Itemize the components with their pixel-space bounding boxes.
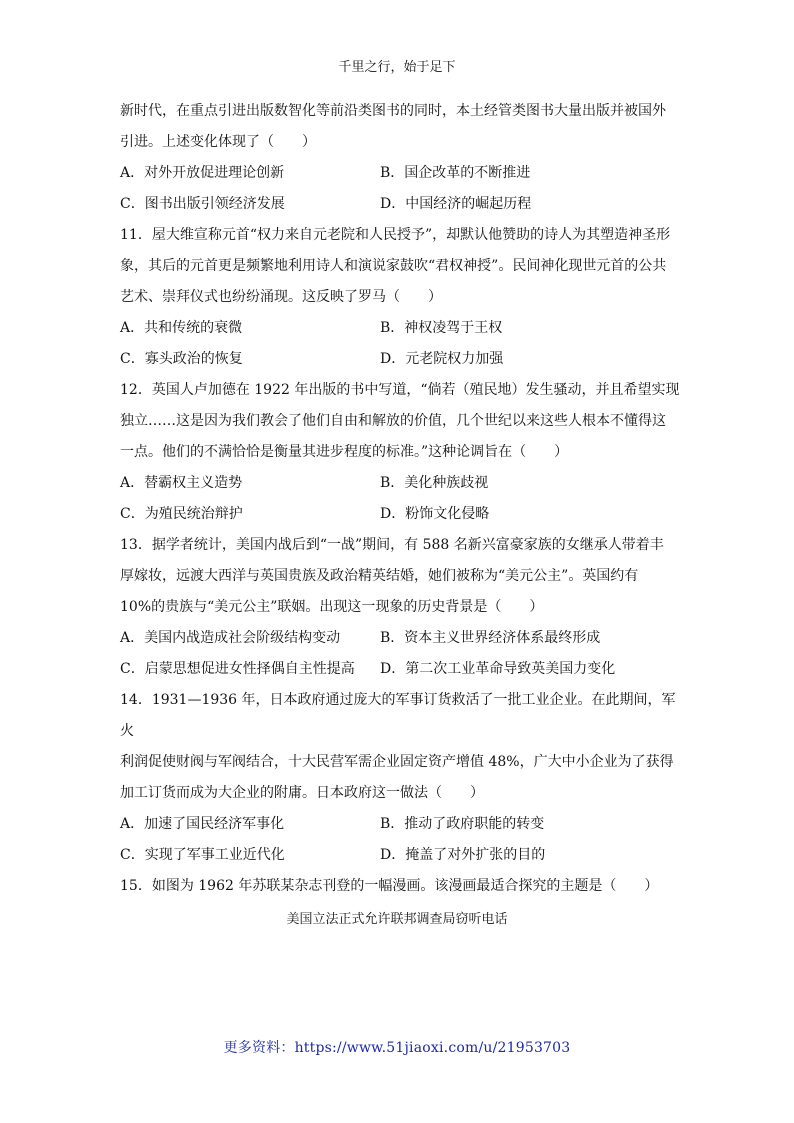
question-line: 引进。上述变化体现了（ ） (120, 134, 316, 150)
page-footer (0, 1037, 794, 1057)
option-a[interactable]: A．加速了国民经济军事化 (120, 816, 285, 832)
options-row (120, 468, 680, 499)
question-line: 加工订货而成为大企业的附庸。日本政府这一做法（ ） (120, 785, 484, 801)
question-line: 新时代，在重点引进出版数智化等前沿类图书的同时，本土经管类图书大量出版并被国外 (120, 103, 666, 119)
option-b[interactable]: B．国企改革的不断推进 (380, 165, 531, 181)
options-row (120, 313, 680, 344)
question-line: 15．如图为 1962 年苏联某杂志刊登的一幅漫画。该漫画最适合探究的主题是（ ） (120, 878, 659, 894)
footer-prefix: 更多资料： (223, 1040, 295, 1056)
options-row (120, 809, 680, 840)
option-b[interactable]: B．资本主义世界经济体系最终形成 (380, 630, 601, 646)
option-a[interactable]: A．共和传统的衰微 (120, 320, 243, 336)
option-d[interactable]: D．中国经济的崛起历程 (380, 196, 532, 212)
option-d[interactable]: D．元老院权力加强 (380, 351, 504, 367)
option-d[interactable]: D．粉饰文化侵略 (380, 506, 490, 522)
question-15 (120, 871, 680, 935)
question-10 (120, 96, 680, 220)
options-row (120, 499, 680, 530)
option-c[interactable]: C．为殖民统治辩护 (120, 506, 243, 522)
cartoon-caption: 美国立法正式允许联邦调查局窃听电话 (286, 912, 508, 927)
footer-link[interactable]: https://www.51jiaoxi.com/u/21953703 (294, 1040, 571, 1056)
question-12 (120, 375, 680, 530)
options-row (120, 840, 680, 871)
page-header: 千里之行，始于足下 (338, 60, 456, 75)
question-line: 11．屋大维宣称元首“权力来自元老院和人民授予”，却默认他赞助的诗人为其塑造神圣形 (120, 227, 671, 243)
options-row (120, 189, 680, 220)
option-c[interactable]: C．实现了军事工业近代化 (120, 847, 285, 863)
option-a[interactable]: A．美国内战造成社会阶级结构变动 (120, 630, 341, 646)
question-line: 独立……这是因为我们教会了他们自由和解放的价值，几个世纪以来这些人根本不懂得这 (120, 413, 666, 429)
option-b[interactable]: B．推动了政府职能的转变 (380, 816, 545, 832)
option-c[interactable]: C．图书出版引领经济发展 (120, 196, 285, 212)
option-a[interactable]: A．对外开放促进理论创新 (120, 165, 285, 181)
options-row (120, 158, 680, 189)
option-c[interactable]: C．寡头政治的恢复 (120, 351, 243, 367)
question-line: 利润促使财阀与军阀结合，十大民营军需企业固定资产增值 48%，广大中小企业为了获得 (120, 754, 674, 770)
question-line: 厚嫁妆，远渡大西洋与英国贵族及政治精英结婚，她们被称为“美元公主”。英国约有 (120, 568, 639, 584)
question-line: 艺术、崇拜仪式也纷纷涌现。这反映了罗马（ ） (120, 289, 442, 305)
question-line: 14．1931—1936 年，日本政府通过庞大的军事订货救活了一批工业企业。在此期间，军火 (120, 692, 676, 739)
option-d[interactable]: D．掩盖了对外扩张的目的 (380, 847, 546, 863)
options-row (120, 623, 680, 654)
question-line: 13．据学者统计，美国内战后到“一战”期间，有 588 名新兴富豪家族的女继承人带着丰 (120, 537, 664, 553)
question-13 (120, 530, 680, 685)
option-a[interactable]: A．替霸权主义造势 (120, 475, 243, 491)
question-14 (120, 685, 680, 871)
option-d[interactable]: D．第二次工业革命导致英美国力变化 (380, 661, 616, 677)
question-line: 一点。他们的不满恰恰是衡量其进步程度的标准。”这种论调旨在（ ） (120, 444, 569, 460)
options-row (120, 654, 680, 685)
question-line: 象，其后的元首更是频繁地利用诗人和演说家鼓吹“君权神授”。民间神化现世元首的公共 (120, 258, 667, 274)
question-line: 10%的贵族与“美元公主”联姻。出现这一现象的历史背景是（ ） (120, 599, 544, 615)
options-row (120, 344, 680, 375)
question-11 (120, 220, 680, 375)
option-c[interactable]: C．启蒙思想促进女性择偶自主性提高 (120, 661, 355, 677)
option-b[interactable]: B．神权凌驾于王权 (380, 320, 503, 336)
exam-content (120, 96, 680, 935)
option-b[interactable]: B．美化种族歧视 (380, 475, 489, 491)
question-line: 12．英国人卢加德在 1922 年出版的书中写道，“倘若（殖民地）发生骚动，并且希望实现 (120, 382, 680, 398)
